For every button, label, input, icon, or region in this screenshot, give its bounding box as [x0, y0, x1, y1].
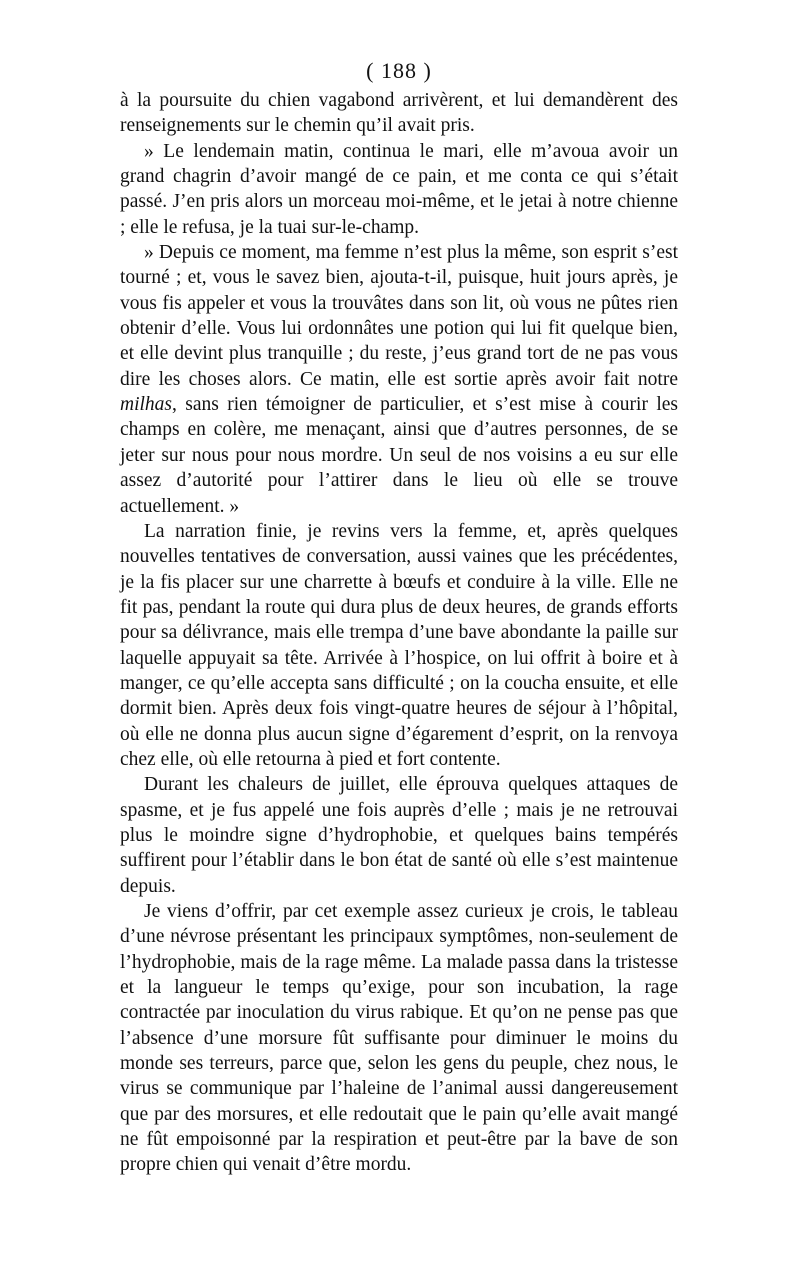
body-text [120, 88, 678, 1178]
paragraph [120, 240, 678, 519]
text-run: , sans rien témoigner de particulier, et s’est mise à courir les champs en colère, me menaçant, ainsi que d’autres personnes, de se jeter sur nous pour nous mordre. Un seul de nos voisins a eu sur elle assez d’autorité pour l’attirer dans le lieu où elle se trouve actuellement. » [120, 394, 678, 517]
text-run: » Depuis ce moment, ma femme n’est plus la même, son esprit s’est tourné ; et, vous le savez bien, ajouta-t-il, puisque, huit jours après, je vous fis appeler et vous la trouvâtes dans son lit, où vous ne pûtes rien obtenir d’elle. Vous lui ordonnâtes une potion qui lui fit quelque bien, et elle devint plus tranquille ; du reste, j’eus grand tort de ne pas vous dire les choses alors. Ce matin, elle est sortie après avoir fait notre [120, 242, 678, 390]
text-run: à la poursuite du chien vagabond arrivèrent, et lui demandèrent des renseignements sur le chemin qu’il avait pris. [120, 90, 678, 137]
text-run: Je viens d’offrir, par cet exemple assez curieux je crois, le tableau d’une névrose présentant les principaux symptômes, non-seulement de l’hydrophobie, mais de la rage même. La malade passa dans la tristesse et la langueur le temps qu’exige, pour son incubation, la rage contractée par inoculation du virus rabique. Et qu’on ne pense pas que l’absence d’une morsure fût suffisante pour diminuer le moins du monde ses terreurs, parce que, selon les gens du peuple, chez nous, le virus se communique par l’haleine de l’animal aussi dangereusement que par des morsures, et elle redoutait que le pain qu’elle avait mangé ne fût empoisonné par la respiration et peut-être par la bave de son propre chien qui venait d’être mordu. [120, 901, 678, 1176]
text-run: Durant les chaleurs de juillet, elle éprouva quelques attaques de spasme, et je fus appelé une fois auprès d’elle ; mais je ne retrouvai plus le moindre signe d’hydrophobie, et quelques bains tempérés suffirent pour l’établir dans le bon état de santé où elle s’est maintenue depuis. [120, 774, 678, 897]
page-number: ( 188 ) [366, 58, 432, 83]
paragraph [120, 772, 678, 899]
paragraph [120, 88, 678, 139]
paragraph [120, 899, 678, 1178]
paragraph [120, 139, 678, 240]
text-run: » Le lendemain matin, continua le mari, elle m’avoua avoir un grand chagrin d’avoir mangé de ce pain, et me conta ce qui s’était passé. J’en pris alors un morceau moi-même, et le jetai à notre chienne ; elle le refusa, je la tuai sur-le-champ. [120, 140, 678, 238]
italic-term: milhas [120, 394, 173, 416]
paragraph [120, 519, 678, 772]
book-page [120, 56, 678, 1178]
text-run: La narration finie, je revins vers la femme, et, après quelques nouvelles tentatives de conversation, aussi vaines que les précédentes, je la fis placer sur une charrette à bœufs et conduire à la ville. Elle ne fit pas, pendant la route qui dura plus de deux heures, de grands efforts pour sa délivrance, mais elle trempa d’une bave abondante la paille sur laquelle appuyait sa tête. Arrivée à l’hospice, on lui offrit à boire et à manger, ce qu’elle accepta sans difficulté ; on la coucha ensuite, et elle dormit bien. Après deux fois vingt-quatre heures de séjour à l’hôpital, où elle ne donna plus aucun signe d’égarement d’esprit, on la renvoya chez elle, où elle retourna à pied et fort contente. [120, 520, 678, 770]
